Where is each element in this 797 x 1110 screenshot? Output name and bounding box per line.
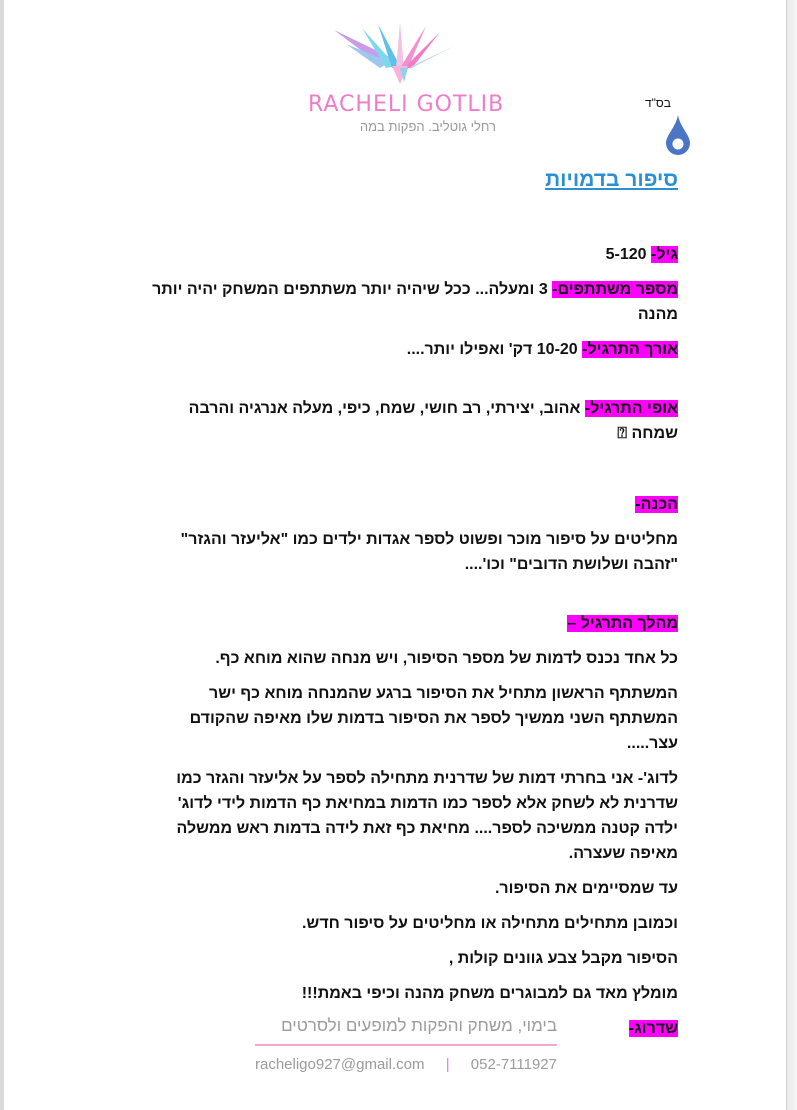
age-line [140, 242, 678, 267]
page-left-edge [0, 0, 4, 1110]
participants-line [140, 277, 678, 327]
process-paragraph: לדוג'- אני בחרתי דמות של שדרנית מתחילה לספר על אליעזר והגזר כמו שדרנית לא לשחק אלא לספר כמו הדמות במחיאת כף הדמות לידי לדוג' ילדה קטנה ממשיכה לספר.... מחיאת כף זאת לידה בדמות ראש ממשלה מאיפה שעצרה. [176, 770, 678, 862]
age-label: גיל- [651, 246, 678, 263]
water-drop-icon [664, 113, 692, 157]
participants-value: 3 ומעלה... ככל שיהיה יותר משתתפים המשחק יהיה יותר מהנה [152, 281, 678, 323]
nature-label: אופי התרגיל- [584, 400, 678, 417]
brand-logo [300, 22, 510, 134]
footer-slogan: בימוי, משחק והפקות למופעים ולסרטים [281, 1016, 557, 1035]
footer-phone[interactable]: 052-7111927 [470, 1056, 557, 1073]
prep-heading [140, 492, 678, 517]
participants-label: מספר משתתפים- [552, 281, 678, 298]
nature-line [140, 396, 678, 446]
process-paragraph: הסיפור מקבל צבע גוונים קולות , [448, 950, 678, 967]
length-line [140, 337, 678, 362]
exercise-document [140, 168, 678, 1051]
process-paragraph: כל אחד נכנס לדמות של מספר הסיפור, ויש מנחה שהוא מוחא כף. [215, 650, 678, 667]
crystal-logo-icon [328, 22, 473, 90]
logo-name: RACHELI GOTLIB [308, 92, 505, 117]
process-paragraph: מומלץ מאד גם למבוגרים משחק מהנה וכיפי באמת!!! [301, 985, 678, 1002]
nature-value: אהוב, יצירתי, רב חושי, שמח, כיפי, מעלה אנרגיה והרבה שמחה ⍰ [188, 400, 678, 442]
footer-separator: | [445, 1056, 450, 1073]
age-value: 5-120 [605, 246, 652, 263]
footer-contacts [255, 1056, 557, 1073]
logo-subtitle: רחלי גוטליב. הפקות במה [359, 119, 496, 134]
page-footer [255, 1016, 557, 1073]
process-paragraph: עד שמסיימים את הסיפור. [494, 880, 678, 897]
upgrade-label: שדרוג- [628, 1020, 678, 1037]
process-label: מהלך התרגיל – [567, 615, 678, 632]
prep-text: מחליטים על סיפור מוכר ופשוט לספר אגדות ילדים כמו "אליעזר והגזר" "זהבה ושלושת הדובים" וכו'.... [180, 531, 678, 573]
bsd-mark: בס"ד [645, 96, 671, 110]
footer-email[interactable]: racheligo927@gmail.com [255, 1056, 425, 1073]
prep-label: הכנה- [635, 496, 678, 513]
process-paragraph: וכמובן מתחילים מתחילה או מחליטים על סיפור חדש. [301, 915, 678, 932]
process-heading [140, 611, 678, 636]
footer-divider [255, 1044, 557, 1046]
process-paragraph: המשתתף הראשון מתחיל את הסיפור ברגע שהמנחה מוחא כף ישר המשתתף השני ממשיך לספר את הסיפור בדמות שלו מאיפה שהקודם עצר..... [189, 685, 678, 752]
length-label: אורך התרגיל- [582, 341, 678, 358]
document-title: סיפור בדמויות [545, 168, 678, 191]
length-value: 10-20 דק' ואפילו יותר.... [406, 341, 583, 358]
page-right-edge [786, 0, 797, 1110]
